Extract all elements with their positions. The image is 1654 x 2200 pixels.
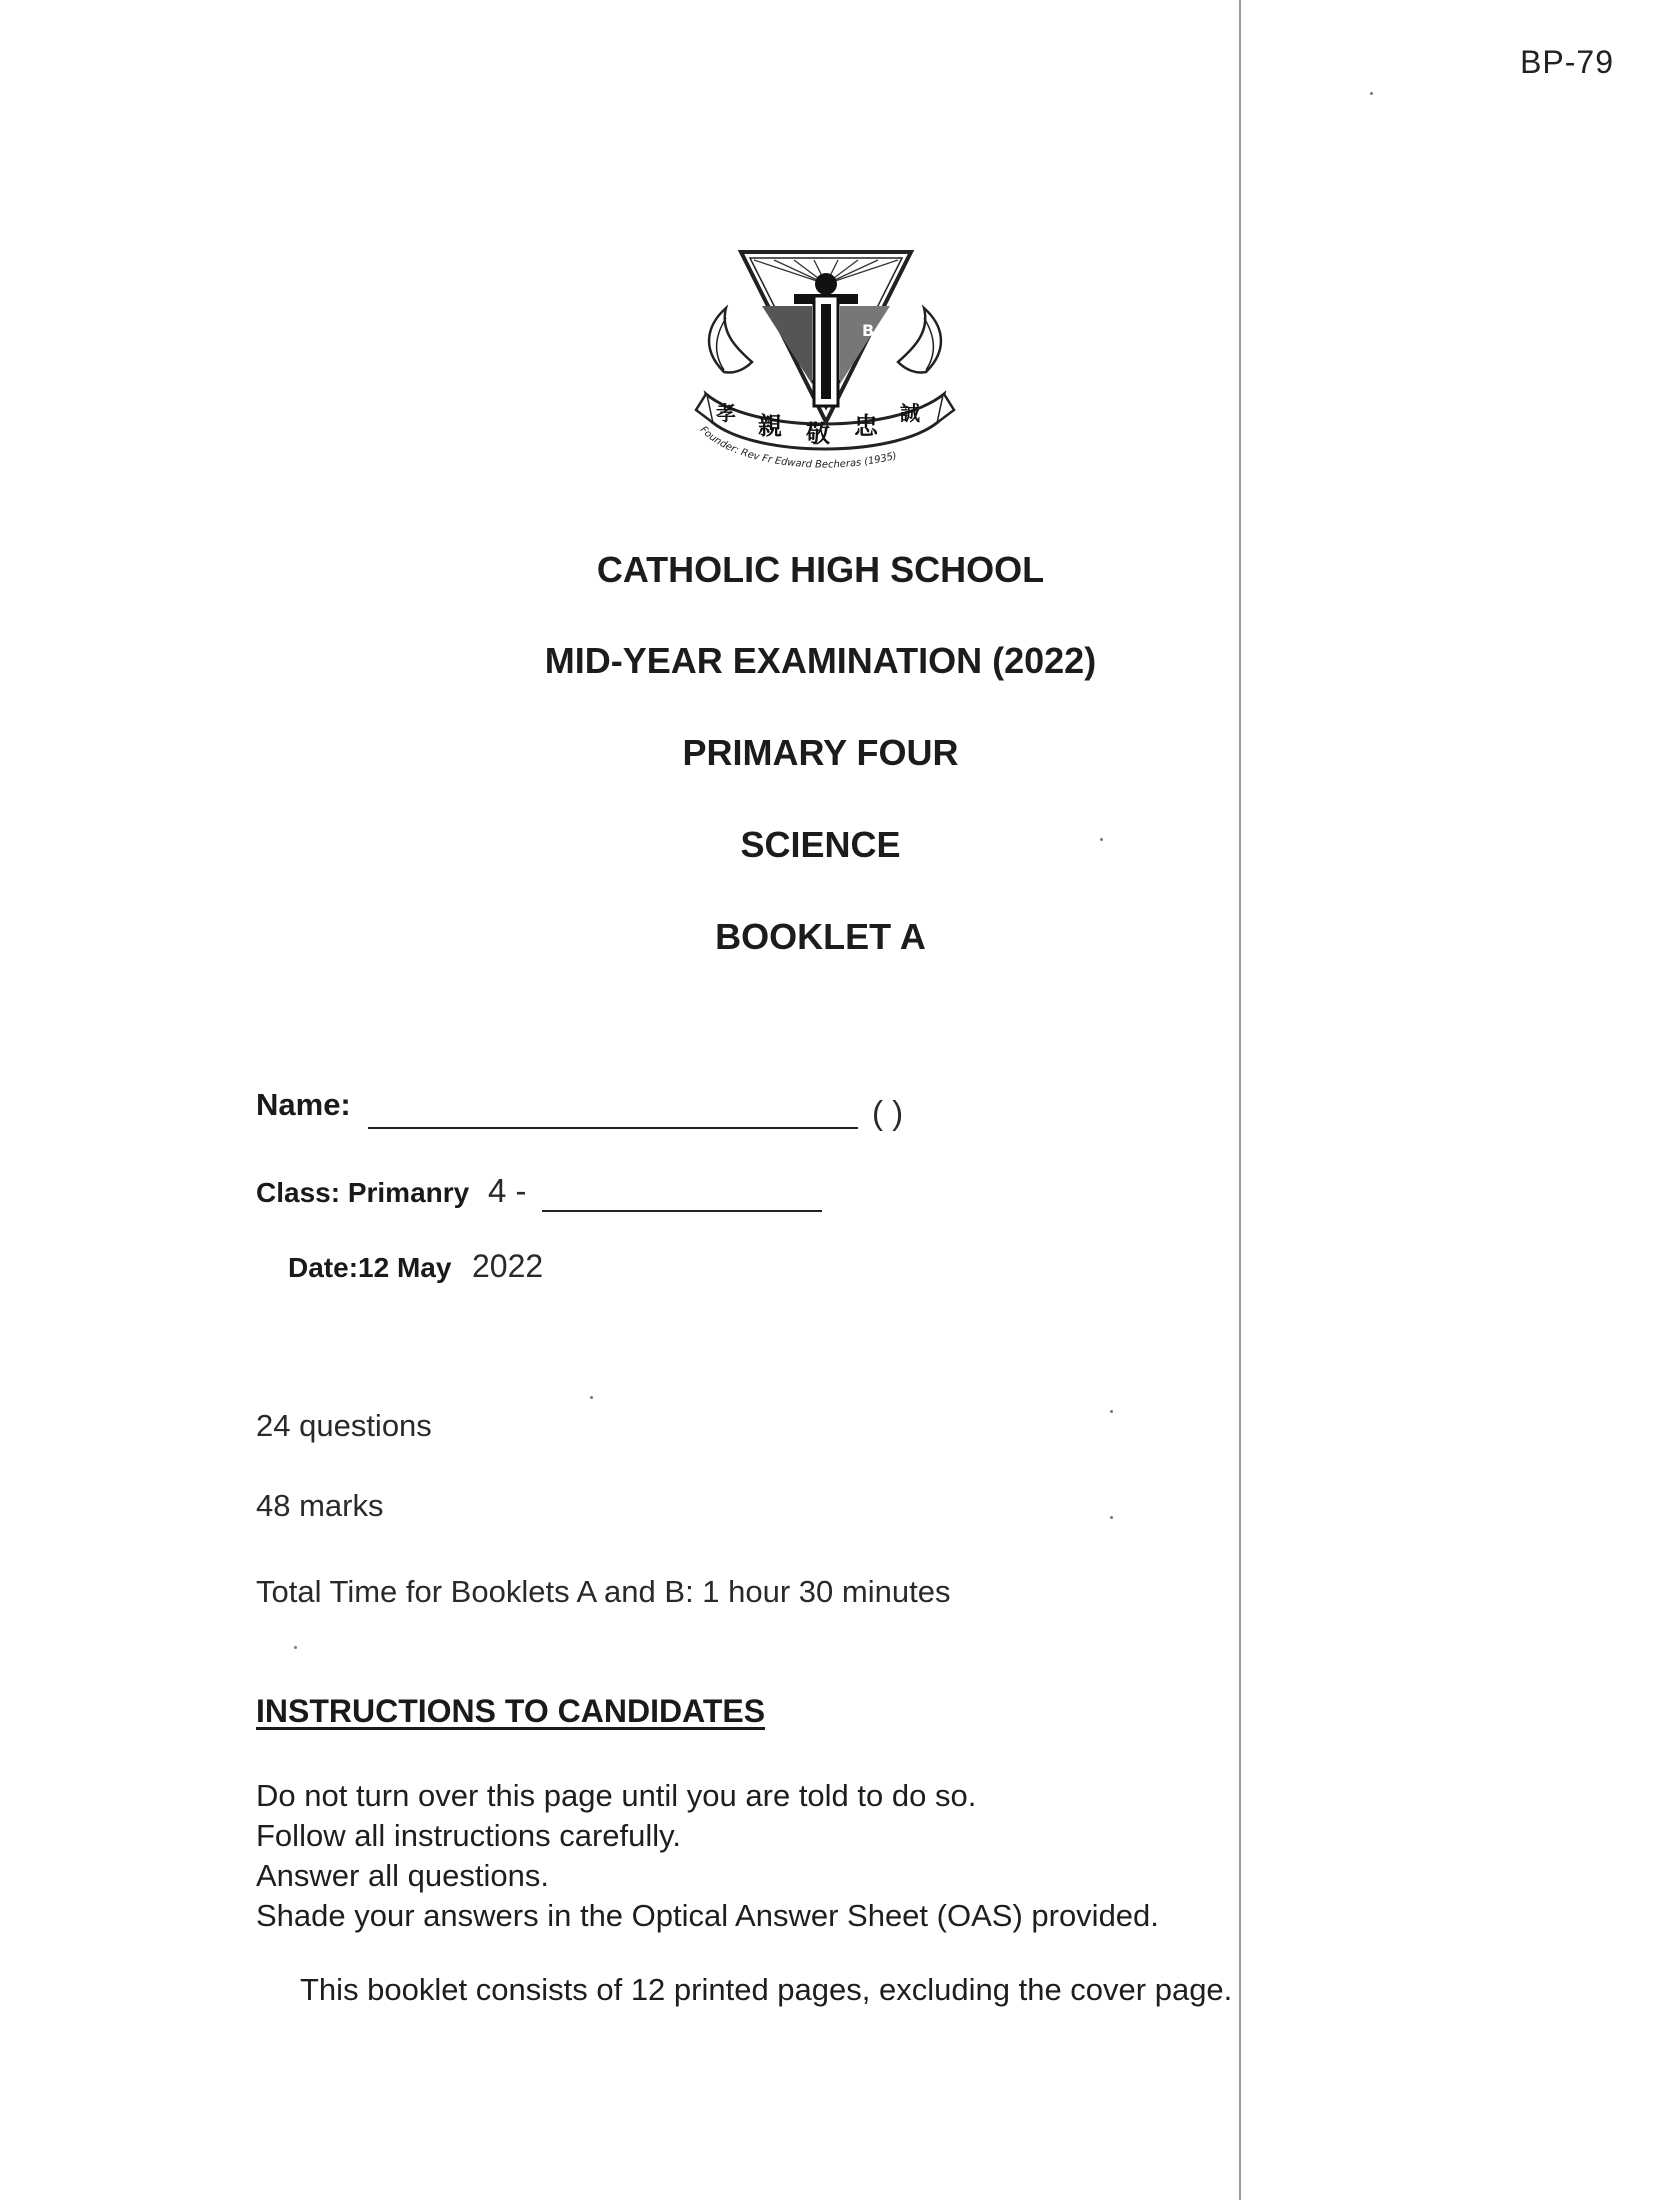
name-label: Name: (256, 1087, 351, 1122)
motto-char: 誠 (900, 401, 920, 425)
motto-char: 孝 (716, 401, 736, 425)
motto-char: 親 (758, 412, 782, 440)
level-title: PRIMARY FOUR (682, 732, 959, 773)
instruction-line: Shade your answers in the Optical Answer Sheet (OAS) provided. (256, 1898, 1159, 1933)
scan-speck (590, 1396, 593, 1399)
booklet-title: BOOKLET A (715, 916, 926, 957)
subject-title: SCIENCE (740, 824, 901, 865)
scan-speck (1110, 1410, 1113, 1413)
scan-edge-line (1239, 0, 1241, 2200)
school-name: CATHOLIC HIGH SCHOOL (596, 549, 1045, 590)
date-year: 2022 (472, 1248, 544, 1284)
total-time: Total Time for Booklets A and B: 1 hour 30 minutes (256, 1574, 951, 1609)
instructions-heading: INSTRUCTIONS TO CANDIDATES (256, 1693, 766, 1729)
motto-char: 敬 (806, 420, 830, 448)
index-number-brackets: ( ) (872, 1094, 904, 1131)
instruction-line: Follow all instructions carefully. (256, 1818, 681, 1853)
crest-founder-text: Founder: Rev Fr Edward Becheras (1935) (697, 424, 899, 471)
class-value: 4 - (488, 1172, 527, 1209)
exam-title: MID-YEAR EXAMINATION (2022) (544, 640, 1097, 681)
scan-speck (1110, 1516, 1113, 1519)
scan-speck (1100, 838, 1103, 841)
svg-text:B: B (862, 321, 875, 340)
date-label: Date:12 May (288, 1252, 452, 1283)
motto-char: 忠 (854, 412, 878, 440)
class-label: Class: Primanry (256, 1177, 470, 1208)
class-blank-line[interactable] (542, 1210, 822, 1212)
instruction-line: Do not turn over this page until you are told to do so. (256, 1778, 977, 1813)
total-marks: 48 marks (256, 1488, 384, 1523)
page-code: BP-79 (1520, 44, 1614, 80)
scan-speck (1370, 92, 1373, 95)
scan-speck (294, 1646, 297, 1649)
school-crest-icon (694, 244, 956, 492)
name-blank-line[interactable] (368, 1127, 858, 1129)
instruction-line: Answer all questions. (256, 1858, 549, 1893)
booklet-page-count: This booklet consists of 12 printed pages, excluding the cover page. (300, 1972, 1233, 2007)
question-count: 24 questions (256, 1408, 432, 1443)
